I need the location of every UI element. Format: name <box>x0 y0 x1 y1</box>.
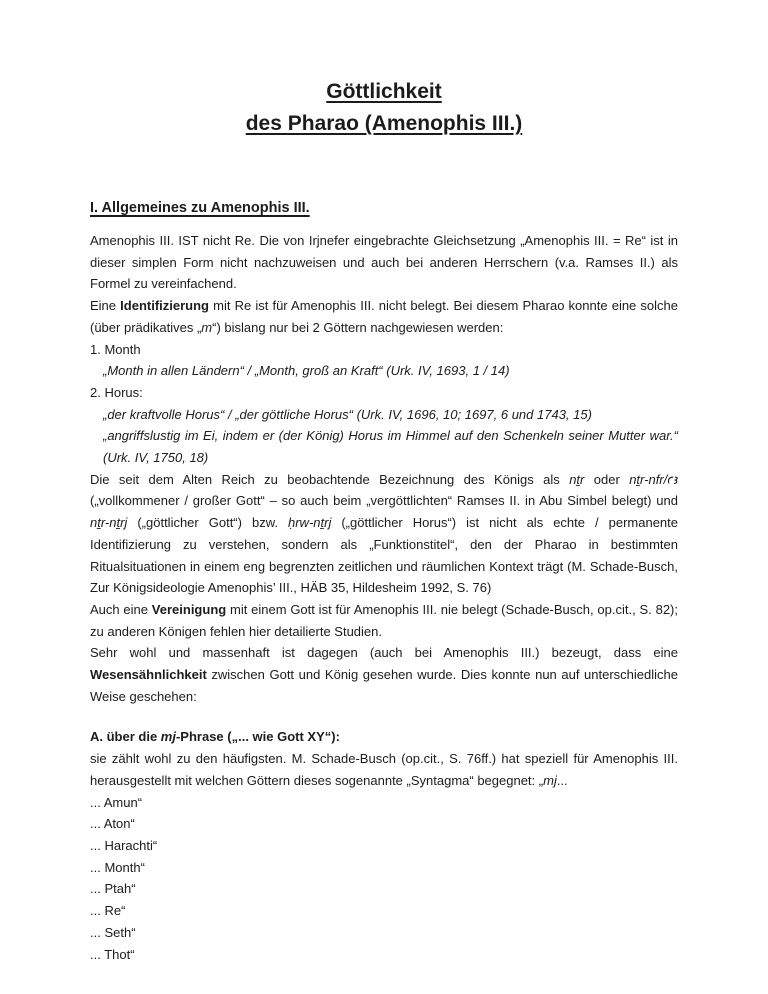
list-item-horus-label: 2. Horus: <box>90 384 143 400</box>
section-heading-allgemeines: I. Allgemeines zu Amenophis III. <box>90 200 310 216</box>
paragraph-mj-phrase-intro: sie zählt wohl zu den häufigsten. M. Schade-Busch (op.cit., S. 76ff.) hat speziell für Amenophis III. herausgestellt mit welchen Göttern dieses sogenannte „Syntagma“ begegnet: „mj... <box>90 751 678 788</box>
document-title-line2: des Pharao (Amenophis III.) <box>245 112 523 135</box>
paragraph-vereinigung: Auch eine Vereinigung mit einem Gott ist für Amenophis III. nie belegt (Schade-Busch, op.cit., S. 82); zu anderen Königen fehlen hier detailierte Studien. <box>90 601 678 639</box>
list-item-month-quote: „Month in allen Ländern“ / „Month, groß an Kraft“ (Urk. IV, 1693, 1 / 14) <box>103 363 510 379</box>
god-list-item-month: ... Month“ <box>90 859 145 875</box>
god-list-item-harachti: ... Harachti“ <box>90 837 158 853</box>
paragraph-amenophis-not-re: Amenophis III. IST nicht Re. Die von Irjnefer eingebrachte Gleichsetzung „Amenophis III. = Re“ ist in dieser simplen Form nicht nachzuweisen und auch bei anderen Herrschern (v.a. Ramses II.) als Formel zu vereinfachend. <box>90 233 678 292</box>
god-list-item-ptah: ... Ptah“ <box>90 881 136 897</box>
subsection-heading-a-mj-phrase: A. über die mj-Phrase („... wie Gott XY“): <box>90 729 340 745</box>
paragraph-identifizierung: Eine Identifizierung mit Re ist für Amenophis III. nicht belegt. Bei diesem Pharao konnte eine solche (über prädikatives „m“) bislang nur bei 2 Göttern nachgewiesen werden: <box>90 298 678 335</box>
list-item-month-label: 1. Month <box>90 341 141 357</box>
paragraph-bezeichnung-koenig: Die seit dem Alten Reich zu beobachtende Bezeichnung des Königs als nṯr oder nṯr-nfr/ꜥꜣ („vollkommener / großer Gott“ – so auch beim „vergöttlichten“ Ramses II. in Abu Simbel belegt) und nṯr-nṯrj („göttlicher Gott“) bzw. ḥrw-nṯrj („göttlicher Horus“) ist nicht als echte / permanente Identifizierung zu verstehen, sondern als „Funktionstitel“, den der Pharao in bestimmten Ritualsituationen in einem eng begrenzten zeitlichen und räumlichen Kontext trägt (M. Schade-Busch, Zur Königsideologie Amenophis’ III., HÄB 35, Hildesheim 1992, S. 76) <box>90 471 679 596</box>
paragraph-wesensaehnlichkeit: Sehr wohl und massenhaft ist dagegen (auch bei Amenophis III.) bezeugt, dass eine Wesensähnlichkeit zwischen Gott und König gesehen wurde. Dies konnte nun auf unterschiedliche Weise geschehen: <box>90 645 678 704</box>
identification-list <box>90 339 678 469</box>
god-list-item-re: ... Re“ <box>90 903 126 919</box>
god-list-item-aton: ... Aton“ <box>90 816 135 832</box>
document-title-line1: Göttlichkeit <box>326 80 442 103</box>
document-content <box>90 76 678 965</box>
god-list-item-seth: ... Seth“ <box>90 924 136 940</box>
god-list-item-amun: ... Amun“ <box>90 794 143 810</box>
god-list-item-thot: ... Thot“ <box>90 946 135 962</box>
god-list <box>90 792 678 966</box>
list-item-horus-quote-2: „angriffslustig im Ei, indem er (der König) Horus im Himmel auf den Schenkeln seiner Mutter war.“ (Urk. IV, 1750, 18) <box>103 428 678 466</box>
list-item-horus-quote-1: „der kraftvolle Horus“ / „der göttliche Horus“ (Urk. IV, 1696, 10; 1697, 6 und 1743, 15) <box>103 406 592 422</box>
